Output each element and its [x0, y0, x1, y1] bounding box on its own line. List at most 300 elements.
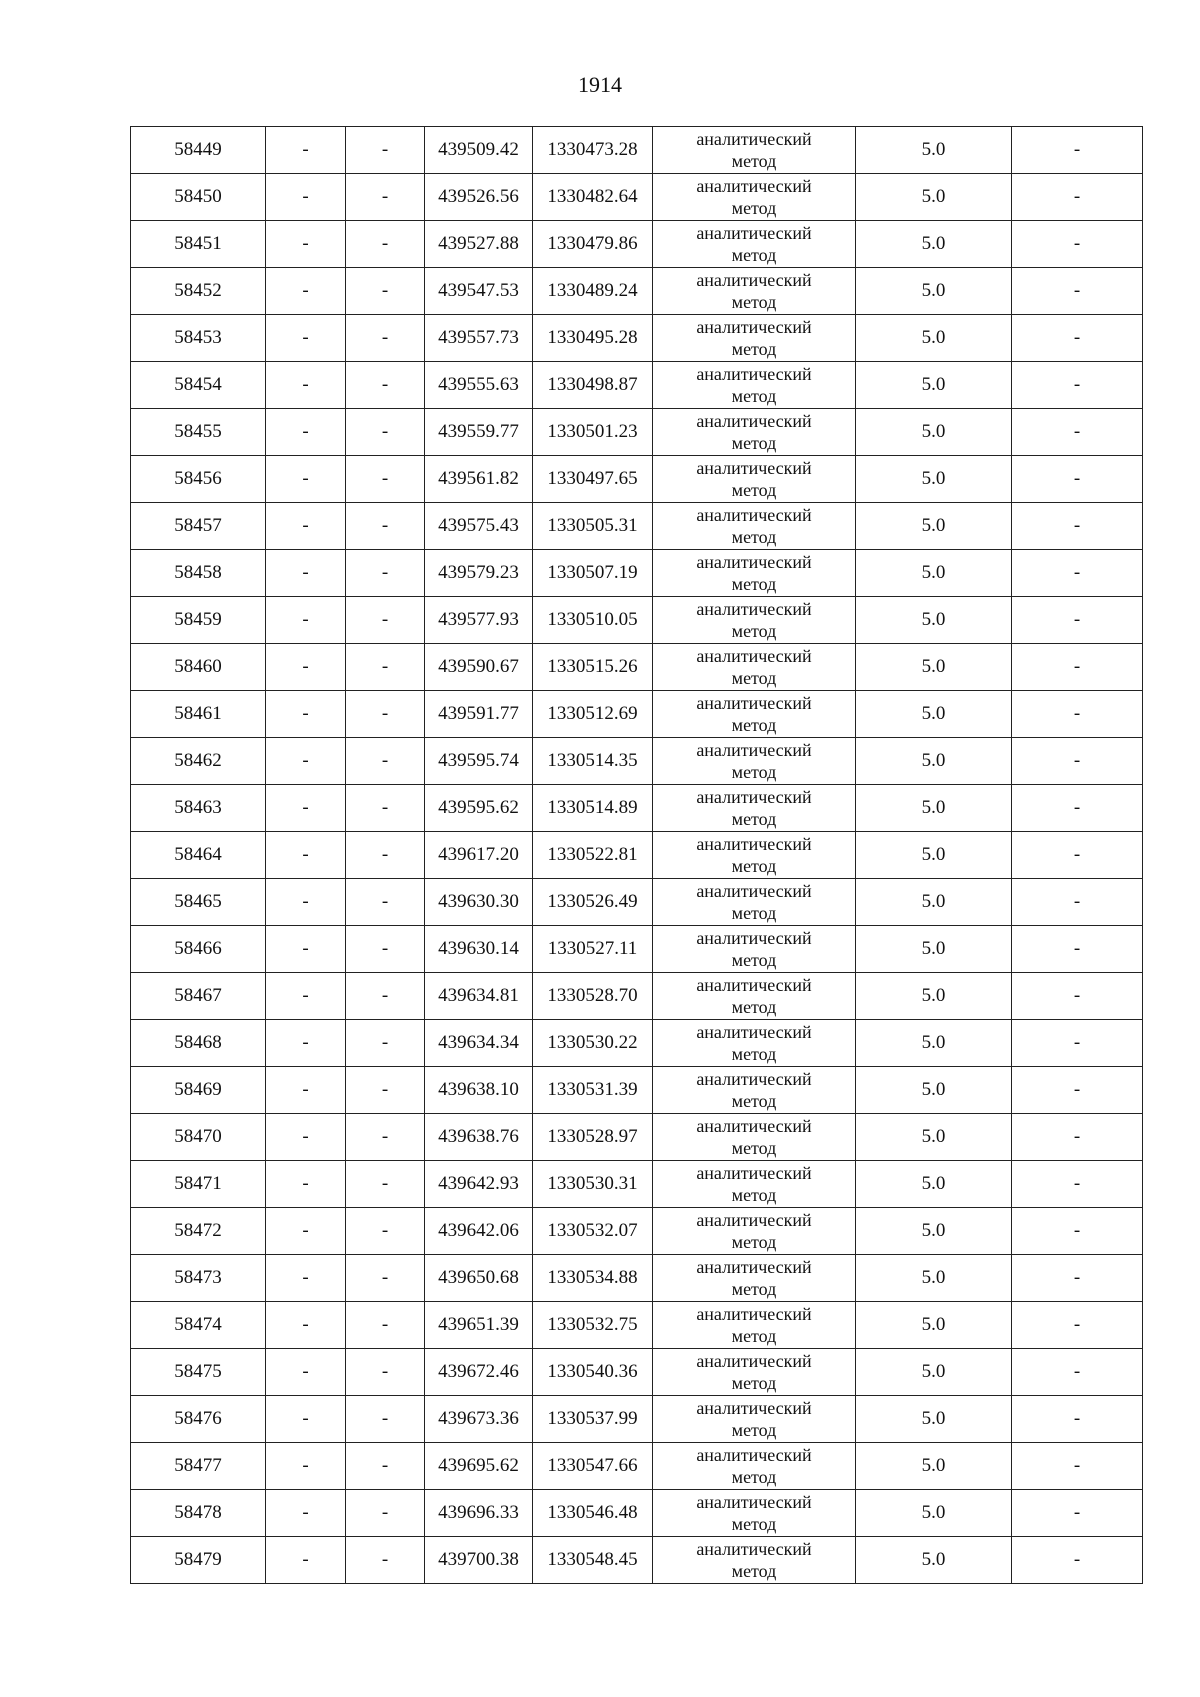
table-row — [131, 1302, 1143, 1349]
accuracy-cell: 5.0 — [856, 973, 1012, 1020]
column-8-cell: - — [1012, 1349, 1143, 1396]
column-2-cell: - — [266, 409, 346, 456]
column-3-cell: - — [346, 1443, 425, 1490]
accuracy-cell: 5.0 — [856, 409, 1012, 456]
accuracy-cell: 5.0 — [856, 644, 1012, 691]
method-cell — [653, 221, 856, 268]
method-cell — [653, 127, 856, 174]
accuracy-cell: 5.0 — [856, 1349, 1012, 1396]
column-8-cell: - — [1012, 1067, 1143, 1114]
accuracy-cell: 5.0 — [856, 1537, 1012, 1584]
column-8-cell: - — [1012, 1443, 1143, 1490]
point-number-cell: 58457 — [131, 503, 266, 550]
x-coordinate-cell: 439672.46 — [425, 1349, 533, 1396]
column-3-cell: - — [346, 550, 425, 597]
column-2-cell: - — [266, 1114, 346, 1161]
method-line-2: метод — [731, 1373, 777, 1393]
method-cell — [653, 1349, 856, 1396]
x-coordinate-cell: 439700.38 — [425, 1537, 533, 1584]
y-coordinate-cell: 1330537.99 — [533, 1396, 653, 1443]
method-line-1: аналитический — [696, 223, 812, 243]
method-line-1: аналитический — [696, 505, 812, 525]
point-number-cell: 58468 — [131, 1020, 266, 1067]
method-line-1: аналитический — [696, 881, 812, 901]
column-8-cell: - — [1012, 1208, 1143, 1255]
point-number-cell: 58456 — [131, 456, 266, 503]
method-cell — [653, 1255, 856, 1302]
accuracy-cell: 5.0 — [856, 1161, 1012, 1208]
method-line-1: аналитический — [696, 411, 812, 431]
x-coordinate-cell: 439595.62 — [425, 785, 533, 832]
accuracy-cell: 5.0 — [856, 1020, 1012, 1067]
accuracy-cell: 5.0 — [856, 832, 1012, 879]
table-row — [131, 362, 1143, 409]
point-number-cell: 58454 — [131, 362, 266, 409]
y-coordinate-cell: 1330510.05 — [533, 597, 653, 644]
x-coordinate-cell: 439590.67 — [425, 644, 533, 691]
column-2-cell: - — [266, 221, 346, 268]
column-8-cell: - — [1012, 1537, 1143, 1584]
y-coordinate-cell: 1330501.23 — [533, 409, 653, 456]
point-number-cell: 58476 — [131, 1396, 266, 1443]
column-2-cell: - — [266, 691, 346, 738]
column-2-cell: - — [266, 1067, 346, 1114]
method-line-1: аналитический — [696, 1539, 812, 1559]
accuracy-cell: 5.0 — [856, 738, 1012, 785]
column-2-cell: - — [266, 456, 346, 503]
method-cell — [653, 1443, 856, 1490]
column-8-cell: - — [1012, 785, 1143, 832]
column-8-cell: - — [1012, 597, 1143, 644]
x-coordinate-cell: 439547.53 — [425, 268, 533, 315]
table-row — [131, 973, 1143, 1020]
method-line-1: аналитический — [696, 928, 812, 948]
table-row — [131, 221, 1143, 268]
method-line-1: аналитический — [696, 1210, 812, 1230]
method-cell — [653, 1114, 856, 1161]
column-2-cell: - — [266, 738, 346, 785]
table-row — [131, 268, 1143, 315]
point-number-cell: 58453 — [131, 315, 266, 362]
y-coordinate-cell: 1330473.28 — [533, 127, 653, 174]
column-8-cell: - — [1012, 879, 1143, 926]
accuracy-cell: 5.0 — [856, 1255, 1012, 1302]
column-3-cell: - — [346, 1161, 425, 1208]
method-line-2: метод — [731, 903, 777, 923]
method-cell — [653, 1067, 856, 1114]
method-line-1: аналитический — [696, 740, 812, 760]
accuracy-cell: 5.0 — [856, 456, 1012, 503]
x-coordinate-cell: 439651.39 — [425, 1302, 533, 1349]
column-8-cell: - — [1012, 221, 1143, 268]
method-line-1: аналитический — [696, 693, 812, 713]
y-coordinate-cell: 1330514.89 — [533, 785, 653, 832]
method-line-2: метод — [731, 1279, 777, 1299]
column-8-cell: - — [1012, 1396, 1143, 1443]
column-3-cell: - — [346, 315, 425, 362]
point-number-cell: 58470 — [131, 1114, 266, 1161]
column-2-cell: - — [266, 879, 346, 926]
method-cell — [653, 1208, 856, 1255]
method-cell — [653, 1537, 856, 1584]
column-8-cell: - — [1012, 1490, 1143, 1537]
method-line-2: метод — [731, 1232, 777, 1252]
x-coordinate-cell: 439559.77 — [425, 409, 533, 456]
method-cell — [653, 456, 856, 503]
method-cell — [653, 879, 856, 926]
y-coordinate-cell: 1330515.26 — [533, 644, 653, 691]
column-8-cell: - — [1012, 1020, 1143, 1067]
column-2-cell: - — [266, 362, 346, 409]
column-8-cell: - — [1012, 409, 1143, 456]
accuracy-cell: 5.0 — [856, 597, 1012, 644]
x-coordinate-cell: 439638.76 — [425, 1114, 533, 1161]
table-row — [131, 785, 1143, 832]
point-number-cell: 58466 — [131, 926, 266, 973]
point-number-cell: 58450 — [131, 174, 266, 221]
column-2-cell: - — [266, 1302, 346, 1349]
accuracy-cell: 5.0 — [856, 1396, 1012, 1443]
column-2-cell: - — [266, 644, 346, 691]
accuracy-cell: 5.0 — [856, 785, 1012, 832]
column-2-cell: - — [266, 926, 346, 973]
method-cell — [653, 503, 856, 550]
method-line-2: метод — [731, 1514, 777, 1534]
table-row — [131, 1537, 1143, 1584]
table-row — [131, 738, 1143, 785]
y-coordinate-cell: 1330540.36 — [533, 1349, 653, 1396]
point-number-cell: 58469 — [131, 1067, 266, 1114]
y-coordinate-cell: 1330526.49 — [533, 879, 653, 926]
column-3-cell: - — [346, 174, 425, 221]
coordinates-table — [130, 126, 1143, 1584]
method-line-1: аналитический — [696, 975, 812, 995]
y-coordinate-cell: 1330512.69 — [533, 691, 653, 738]
method-line-1: аналитический — [696, 270, 812, 290]
x-coordinate-cell: 439575.43 — [425, 503, 533, 550]
y-coordinate-cell: 1330507.19 — [533, 550, 653, 597]
column-8-cell: - — [1012, 973, 1143, 1020]
column-8-cell: - — [1012, 1302, 1143, 1349]
x-coordinate-cell: 439630.30 — [425, 879, 533, 926]
method-line-1: аналитический — [696, 176, 812, 196]
y-coordinate-cell: 1330489.24 — [533, 268, 653, 315]
method-line-1: аналитический — [696, 364, 812, 384]
point-number-cell: 58471 — [131, 1161, 266, 1208]
page-number: 1914 — [578, 72, 622, 97]
method-line-1: аналитический — [696, 599, 812, 619]
method-cell — [653, 1490, 856, 1537]
table-row — [131, 597, 1143, 644]
method-line-2: метод — [731, 621, 777, 641]
table-row — [131, 550, 1143, 597]
column-3-cell: - — [346, 973, 425, 1020]
accuracy-cell: 5.0 — [856, 691, 1012, 738]
x-coordinate-cell: 439595.74 — [425, 738, 533, 785]
column-2-cell: - — [266, 1208, 346, 1255]
x-coordinate-cell: 439526.56 — [425, 174, 533, 221]
column-3-cell: - — [346, 127, 425, 174]
accuracy-cell: 5.0 — [856, 1302, 1012, 1349]
point-number-cell: 58478 — [131, 1490, 266, 1537]
table-row — [131, 1161, 1143, 1208]
column-3-cell: - — [346, 362, 425, 409]
point-number-cell: 58458 — [131, 550, 266, 597]
method-line-2: метод — [731, 245, 777, 265]
column-8-cell: - — [1012, 1161, 1143, 1208]
y-coordinate-cell: 1330532.07 — [533, 1208, 653, 1255]
column-8-cell: - — [1012, 926, 1143, 973]
table-row — [131, 1396, 1143, 1443]
column-3-cell: - — [346, 785, 425, 832]
x-coordinate-cell: 439577.93 — [425, 597, 533, 644]
table-row — [131, 174, 1143, 221]
column-8-cell: - — [1012, 456, 1143, 503]
table-row — [131, 1067, 1143, 1114]
method-line-2: метод — [731, 1326, 777, 1346]
column-8-cell: - — [1012, 1114, 1143, 1161]
y-coordinate-cell: 1330527.11 — [533, 926, 653, 973]
y-coordinate-cell: 1330514.35 — [533, 738, 653, 785]
x-coordinate-cell: 439634.34 — [425, 1020, 533, 1067]
method-line-1: аналитический — [696, 1304, 812, 1324]
column-3-cell: - — [346, 1114, 425, 1161]
column-2-cell: - — [266, 1537, 346, 1584]
point-number-cell: 58465 — [131, 879, 266, 926]
column-2-cell: - — [266, 973, 346, 1020]
method-line-2: метод — [731, 198, 777, 218]
point-number-cell: 58464 — [131, 832, 266, 879]
column-8-cell: - — [1012, 268, 1143, 315]
point-number-cell: 58451 — [131, 221, 266, 268]
column-2-cell: - — [266, 1161, 346, 1208]
method-line-1: аналитический — [696, 646, 812, 666]
table-row — [131, 127, 1143, 174]
x-coordinate-cell: 439561.82 — [425, 456, 533, 503]
y-coordinate-cell: 1330530.22 — [533, 1020, 653, 1067]
y-coordinate-cell: 1330497.65 — [533, 456, 653, 503]
table-row — [131, 1349, 1143, 1396]
x-coordinate-cell: 439557.73 — [425, 315, 533, 362]
point-number-cell: 58452 — [131, 268, 266, 315]
method-line-2: метод — [731, 339, 777, 359]
accuracy-cell: 5.0 — [856, 1114, 1012, 1161]
x-coordinate-cell: 439673.36 — [425, 1396, 533, 1443]
method-line-1: аналитический — [696, 1116, 812, 1136]
x-coordinate-cell: 439591.77 — [425, 691, 533, 738]
column-3-cell: - — [346, 221, 425, 268]
point-number-cell: 58462 — [131, 738, 266, 785]
x-coordinate-cell: 439527.88 — [425, 221, 533, 268]
table-row — [131, 503, 1143, 550]
x-coordinate-cell: 439630.14 — [425, 926, 533, 973]
column-2-cell: - — [266, 127, 346, 174]
method-line-2: метод — [731, 1091, 777, 1111]
column-2-cell: - — [266, 597, 346, 644]
x-coordinate-cell: 439696.33 — [425, 1490, 533, 1537]
accuracy-cell: 5.0 — [856, 127, 1012, 174]
table-row — [131, 1490, 1143, 1537]
x-coordinate-cell: 439509.42 — [425, 127, 533, 174]
column-3-cell: - — [346, 268, 425, 315]
column-8-cell: - — [1012, 315, 1143, 362]
method-cell — [653, 409, 856, 456]
y-coordinate-cell: 1330546.48 — [533, 1490, 653, 1537]
column-8-cell: - — [1012, 174, 1143, 221]
table-row — [131, 409, 1143, 456]
point-number-cell: 58475 — [131, 1349, 266, 1396]
y-coordinate-cell: 1330534.88 — [533, 1255, 653, 1302]
method-line-1: аналитический — [696, 1492, 812, 1512]
table-row — [131, 926, 1143, 973]
x-coordinate-cell: 439617.20 — [425, 832, 533, 879]
x-coordinate-cell: 439555.63 — [425, 362, 533, 409]
table-row — [131, 315, 1143, 362]
accuracy-cell: 5.0 — [856, 268, 1012, 315]
point-number-cell: 58461 — [131, 691, 266, 738]
method-line-1: аналитический — [696, 552, 812, 572]
column-3-cell: - — [346, 644, 425, 691]
column-2-cell: - — [266, 1490, 346, 1537]
column-3-cell: - — [346, 1067, 425, 1114]
column-2-cell: - — [266, 832, 346, 879]
method-line-2: метод — [731, 574, 777, 594]
column-2-cell: - — [266, 550, 346, 597]
column-3-cell: - — [346, 1396, 425, 1443]
y-coordinate-cell: 1330498.87 — [533, 362, 653, 409]
accuracy-cell: 5.0 — [856, 1443, 1012, 1490]
method-line-2: метод — [731, 856, 777, 876]
accuracy-cell: 5.0 — [856, 221, 1012, 268]
y-coordinate-cell: 1330479.86 — [533, 221, 653, 268]
method-line-1: аналитический — [696, 458, 812, 478]
method-line-1: аналитический — [696, 1351, 812, 1371]
accuracy-cell: 5.0 — [856, 503, 1012, 550]
method-line-2: метод — [731, 997, 777, 1017]
method-cell — [653, 1020, 856, 1067]
accuracy-cell: 5.0 — [856, 1490, 1012, 1537]
method-cell — [653, 1161, 856, 1208]
method-cell — [653, 174, 856, 221]
point-number-cell: 58474 — [131, 1302, 266, 1349]
column-8-cell: - — [1012, 832, 1143, 879]
column-2-cell: - — [266, 315, 346, 362]
y-coordinate-cell: 1330548.45 — [533, 1537, 653, 1584]
y-coordinate-cell: 1330482.64 — [533, 174, 653, 221]
column-3-cell: - — [346, 1208, 425, 1255]
method-line-1: аналитический — [696, 129, 812, 149]
point-number-cell: 58479 — [131, 1537, 266, 1584]
column-3-cell: - — [346, 409, 425, 456]
column-8-cell: - — [1012, 691, 1143, 738]
method-line-1: аналитический — [696, 1163, 812, 1183]
point-number-cell: 58467 — [131, 973, 266, 1020]
table-row — [131, 644, 1143, 691]
column-2-cell: - — [266, 1020, 346, 1067]
table-row — [131, 832, 1143, 879]
point-number-cell: 58472 — [131, 1208, 266, 1255]
x-coordinate-cell: 439695.62 — [425, 1443, 533, 1490]
y-coordinate-cell: 1330528.97 — [533, 1114, 653, 1161]
method-line-2: метод — [731, 950, 777, 970]
column-2-cell: - — [266, 785, 346, 832]
y-coordinate-cell: 1330532.75 — [533, 1302, 653, 1349]
column-2-cell: - — [266, 1349, 346, 1396]
method-line-1: аналитический — [696, 787, 812, 807]
point-number-cell: 58449 — [131, 127, 266, 174]
x-coordinate-cell: 439638.10 — [425, 1067, 533, 1114]
accuracy-cell: 5.0 — [856, 926, 1012, 973]
method-cell — [653, 315, 856, 362]
column-3-cell: - — [346, 1302, 425, 1349]
y-coordinate-cell: 1330528.70 — [533, 973, 653, 1020]
column-2-cell: - — [266, 1443, 346, 1490]
method-line-2: метод — [731, 715, 777, 735]
accuracy-cell: 5.0 — [856, 315, 1012, 362]
column-3-cell: - — [346, 1255, 425, 1302]
column-3-cell: - — [346, 926, 425, 973]
column-2-cell: - — [266, 1255, 346, 1302]
column-3-cell: - — [346, 738, 425, 785]
point-number-cell: 58455 — [131, 409, 266, 456]
table-row — [131, 456, 1143, 503]
y-coordinate-cell: 1330495.28 — [533, 315, 653, 362]
method-line-1: аналитический — [696, 1257, 812, 1277]
column-3-cell: - — [346, 597, 425, 644]
y-coordinate-cell: 1330522.81 — [533, 832, 653, 879]
method-line-2: метод — [731, 292, 777, 312]
table-body — [131, 127, 1143, 1584]
point-number-cell: 58459 — [131, 597, 266, 644]
method-line-2: метод — [731, 1185, 777, 1205]
column-3-cell: - — [346, 691, 425, 738]
method-cell — [653, 738, 856, 785]
table-row — [131, 1255, 1143, 1302]
method-line-1: аналитический — [696, 1022, 812, 1042]
column-8-cell: - — [1012, 1255, 1143, 1302]
method-line-1: аналитический — [696, 1398, 812, 1418]
column-3-cell: - — [346, 1537, 425, 1584]
column-2-cell: - — [266, 1396, 346, 1443]
y-coordinate-cell: 1330505.31 — [533, 503, 653, 550]
column-3-cell: - — [346, 879, 425, 926]
column-8-cell: - — [1012, 738, 1143, 785]
point-number-cell: 58477 — [131, 1443, 266, 1490]
column-2-cell: - — [266, 503, 346, 550]
method-line-2: метод — [731, 433, 777, 453]
column-3-cell: - — [346, 832, 425, 879]
method-cell — [653, 973, 856, 1020]
x-coordinate-cell: 439650.68 — [425, 1255, 533, 1302]
y-coordinate-cell: 1330531.39 — [533, 1067, 653, 1114]
method-cell — [653, 597, 856, 644]
method-cell — [653, 691, 856, 738]
method-line-2: метод — [731, 1044, 777, 1064]
method-cell — [653, 550, 856, 597]
table-row — [131, 1020, 1143, 1067]
method-line-2: метод — [731, 386, 777, 406]
method-line-2: метод — [731, 1138, 777, 1158]
accuracy-cell: 5.0 — [856, 550, 1012, 597]
point-number-cell: 58463 — [131, 785, 266, 832]
method-line-1: аналитический — [696, 1069, 812, 1089]
column-8-cell: - — [1012, 550, 1143, 597]
accuracy-cell: 5.0 — [856, 879, 1012, 926]
column-2-cell: - — [266, 174, 346, 221]
table-row — [131, 691, 1143, 738]
accuracy-cell: 5.0 — [856, 1208, 1012, 1255]
column-3-cell: - — [346, 1490, 425, 1537]
